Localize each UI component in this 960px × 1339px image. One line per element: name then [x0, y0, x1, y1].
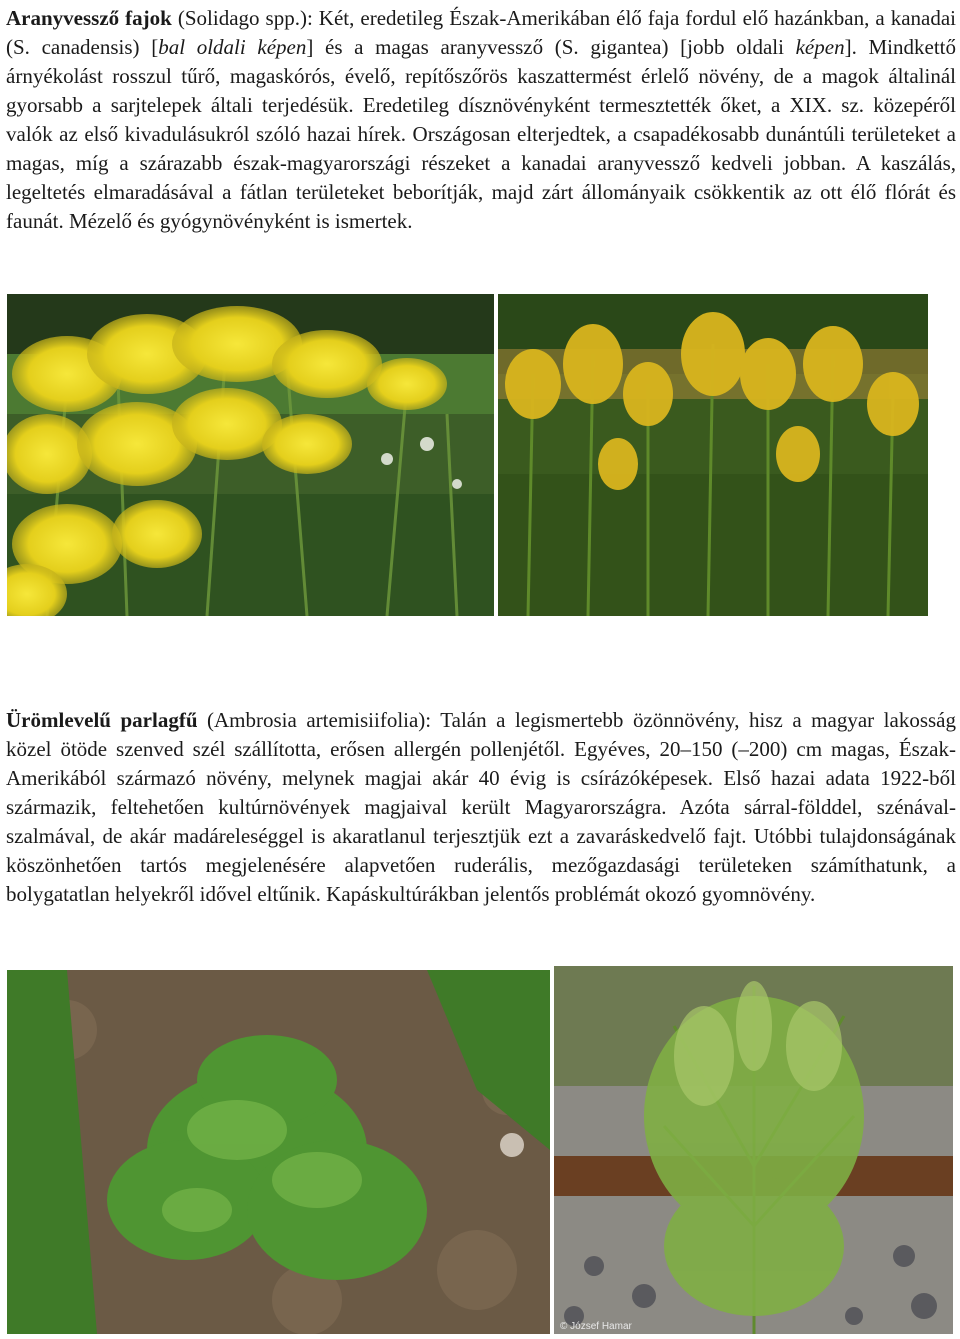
solidago-gigantea-photo	[498, 294, 928, 616]
solidago-paragraph	[6, 4, 956, 236]
solidago-italic-a: bal oldali képen	[158, 35, 307, 59]
ambrosia-title: Ürömlevelű parlagfű	[6, 708, 198, 732]
solidago-italic-b: képen	[795, 35, 845, 59]
ambrosia-text: (Ambrosia artemisiifolia): Talán a legismertebb özönnövény, hisz a magyar lakosság közel ötöde szenved szél szállította, erősen allergén pollenjétől. Egyéves, 20–150 (–200) cm magas, Észak-Amerikából származó növény, melynek magjai akár 40 évig is csírázóképesek. Első hazai adata 1922-ből származik, feltehetően kultúrnövények magjaival került Magyarországra. Azóta sárral-földdel, szénával-szalmával, de akár madáreleséggel is akaratlanul terjesztjük ezt a zavaráskedvelő fajt. Utóbbi tulajdonságának köszönhetően tartós megjelenésére alapvetően ruderális, mezőgazdasági területeken számíthatunk, a bolygatatlan helyekről idővel eltűnik. Kapáskultúrákban jelentős problémát okozó gyomnövény.	[6, 708, 956, 906]
ambrosia-paragraph	[6, 706, 956, 909]
solidago-title: Aranyvessző fajok	[6, 6, 172, 30]
ambrosia-flowering-photo	[554, 966, 953, 1334]
photo-watermark: © József Hamar	[560, 1321, 632, 1332]
ambrosia-seedling-photo	[7, 970, 550, 1334]
solidago-text-b: ] és a magas aranyvessző (S. gigantea) [jobb oldali	[306, 35, 796, 59]
solidago-canadensis-photo	[7, 294, 494, 616]
solidago-text-a: (Solidago spp.): Két, eredetileg Észak-Amerikában élő faja fordul elő hazánkban, a kanadai (S. canadensis) [	[6, 6, 956, 59]
solidago-text-c: ]. Mindkettő árnyékolást rosszul tűrő, magaskórós, évelő, repítőszőrös kaszattermést érlelő növény, de a magok általinál gyorsabb a sarjtelepek általi terjedésük. Eredetileg dísznövényként termesztették őket, a XIX. sz. közepéről valók az első kivadulásukról szóló hazai hírek. Országosan elterjedtek, a csapadékosabb dunántúli területeket a magas, míg a szárazabb észak-magyarországi részeket a kanadai aranyvessző kedveli jobban. A kaszálás, legeltetés elmaradásával a fátlan területeket beborítják, majd zárt állományaik csökkentik az ott élő flórát és faunát. Mézelő és gyógynövényként is ismertek.	[6, 35, 956, 233]
